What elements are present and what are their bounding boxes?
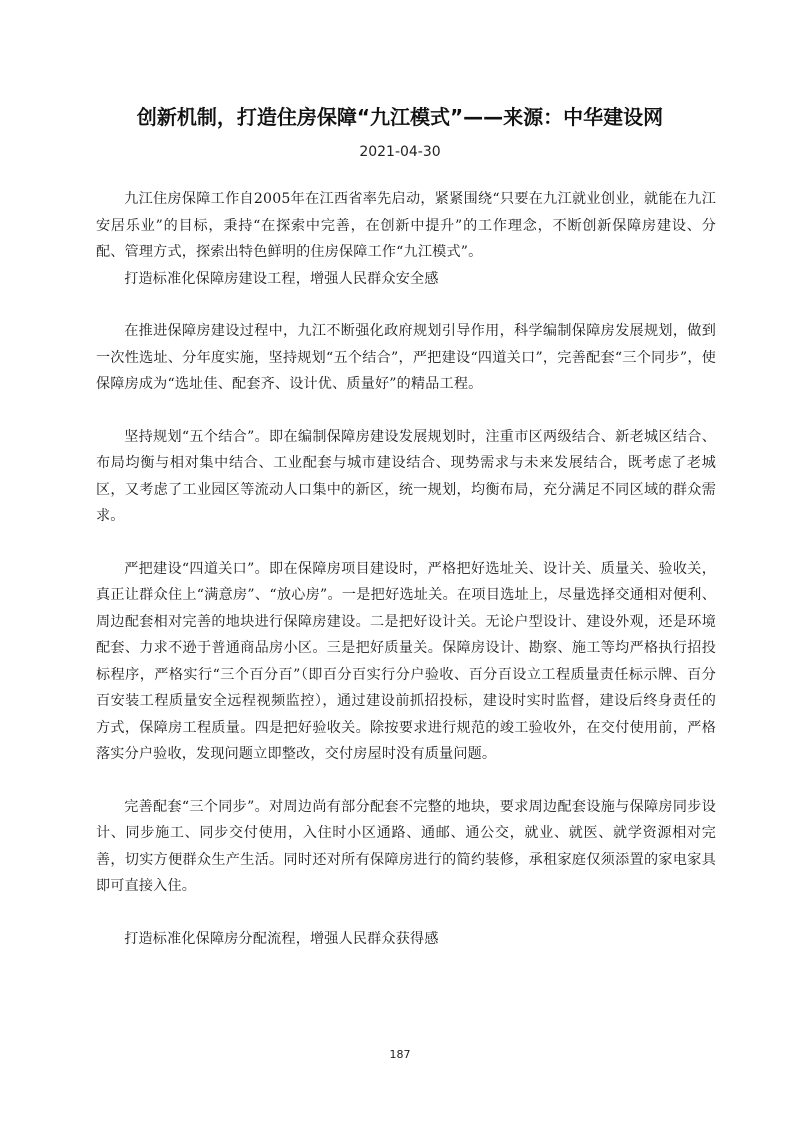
article-date: 2021-04-30 (359, 144, 441, 160)
paragraph-five-combinations: 坚持规划“五个结合”。即在编制保障房建设发展规划时，注重市区两级结合、新老城区结合、布局均衡与相对集中结合、工业配套与城市建设结合、现势需求与未来发展结合，既考虑了老城区，又考虑了工业园区等流动人口集中的新区，统一规划，均衡布局，充分满足不同区域的群众需求。 (96, 428, 716, 524)
section-heading-allocation: 打造标准化保障房分配流程，增强人民群众获得感 (124, 930, 439, 947)
paragraph-four-checkpoints: 严把建设“四道关口”。即在保障房项目建设时，严格把好选址关、设计关、质量关、验收关，真正让群众住上“满意房”、“放心房”。一是把好选址关。在项目选址上，尽量选择交通相对便利、周边配套相对完善的地块进行保障房建设。二是把好设计关。无论户型设计、建设外观，还是环境配套、力求不逊于普通商品房小区。三是把好质量关。保障房设计、勘察、施工等均严格执行招投标程序，严格实行“三个百分百”（即百分百实行分户验收、百分百设立工程质量责任标示牌、百分百安装工程质量安全远程视频监控），通过建设前抓招投标，建设时实时监督，建设后终身责任的方式，保障房工程质量。四是把好验收关。除按要求进行规范的竣工验收外，在交付使用前，严格落实分户验收，发现问题立即整改，交付房屋时没有质量问题。 (96, 560, 716, 762)
section-heading-construction: 打造标准化保障房建设工程，增强人民群众安全感 (124, 270, 439, 287)
paragraph-three-synchronizations: 完善配套“三个同步”。对周边尚有部分配套不完整的地块，要求周边配套设施与保障房同步设计、同步施工、同步交付使用，入住时小区通路、通邮、通公交，就业、就医、就学资源相对完善，切实方便群众生产生活。同时还对所有保障房进行的简约装修，承租家庭仅须添置的家电家具即可直接入住。 (96, 798, 716, 894)
article-body (96, 186, 716, 952)
paragraph-construction-overview: 在推进保障房建设过程中，九江不断强化政府规划引导作用，科学编制保障房发展规划，做到一次性选址、分年度实施，坚持规划“五个结合”，严把建设“四道关口”，完善配套“三个同步”，使保障房成为“选址佳、配套齐、设计优、质量好”的精品工程。 (96, 323, 716, 392)
page-number: 187 (389, 1048, 411, 1061)
intro-paragraph: 九江住房保障工作自2005年在江西省率先启动，紧紧围绕“只要在九江就业创业，就能在九江安居乐业”的目标，秉持“在探索中完善，在创新中提升”的工作理念，不断创新保障房建设、分配、管理方式，探索出特色鲜明的住房保障工作“九江模式”。 (96, 191, 716, 260)
article-title: 创新机制，打造住房保障“九江模式”——来源：中华建设网 (136, 105, 664, 129)
